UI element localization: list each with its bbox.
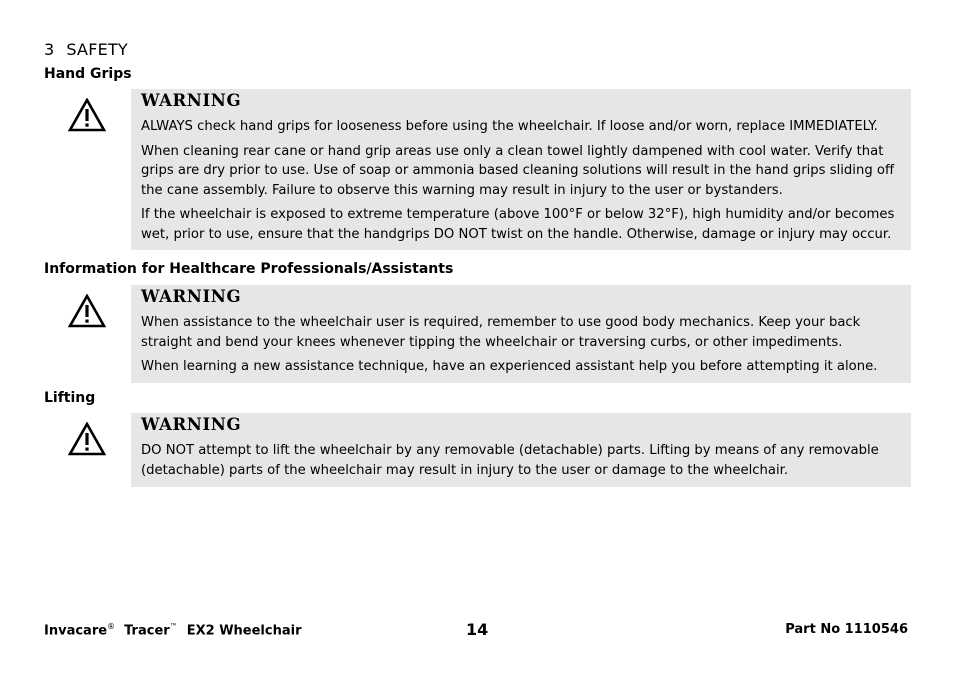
warning-heading: WARNING <box>141 91 242 110</box>
footer-brand: Invacare <box>44 623 108 639</box>
warning-paragraph: ALWAYS check hand grips for looseness before using the wheelchair. If loose and/or worn, replace IMMEDIATELY. <box>141 119 878 134</box>
warning-box-healthcare-professionals <box>131 285 911 383</box>
warning-heading: WARNING <box>141 415 242 434</box>
warning-paragraph: When assistance to the wheelchair user is required, remember to use good body mechanics. Keep your back straight and bend your knees whenever tipping the wheelchair or traversing curbs, or other impediments. <box>141 315 861 350</box>
section-title-healthcare-professionals: Information for Healthcare Professionals/Assistants <box>44 261 454 277</box>
warning-paragraph: When learning a new assistance technique, have an experienced assistant help you before attempting it alone. <box>141 359 878 374</box>
warning-paragraph: DO NOT attempt to lift the wheelchair by any removable (detachable) parts. Lifting by means of any removable (detachable) parts of the wheelchair may result in injury to the user or damage to the wheelchair. <box>141 443 879 478</box>
footer-model: EX2 Wheelchair <box>186 623 302 639</box>
section-title-lifting: Lifting <box>44 390 96 406</box>
warning-paragraph: When cleaning rear cane or hand grip areas use only a clean towel lightly dampened with cool water. Verify that grips are dry prior to use. Use of soap or ammonia based cleaning solutions will result in the hand grips sliding off the cane assembly. Failure to observe this warning may result in injury to the user or bystanders. <box>141 143 895 198</box>
registered-mark: ® <box>107 622 116 631</box>
warning-box-hand-grips <box>131 89 911 250</box>
footer-product-name <box>44 622 302 638</box>
part-number: Part No 1110546 <box>785 622 908 637</box>
page-number: 14 <box>466 620 489 639</box>
chapter-number: 3 <box>44 40 55 59</box>
section-title-hand-grips: Hand Grips <box>44 66 132 82</box>
warning-triangle-icon <box>68 98 106 132</box>
warning-triangle-icon <box>68 294 106 328</box>
warning-paragraph: If the wheelchair is exposed to extreme temperature (above 100°F or below 32°F), high humidity and/or becomes wet, prior to use, ensure that the handgrips DO NOT twist on the handle. Otherwise, damage or injury may occur. <box>141 207 895 242</box>
warning-box-lifting <box>131 413 911 487</box>
chapter-title: SAFETY <box>66 40 128 59</box>
chapter-heading <box>44 40 128 59</box>
trademark-mark: ™ <box>169 622 178 631</box>
footer-product: Tracer <box>124 623 170 639</box>
warning-heading: WARNING <box>141 287 242 306</box>
warning-triangle-icon <box>68 422 106 456</box>
